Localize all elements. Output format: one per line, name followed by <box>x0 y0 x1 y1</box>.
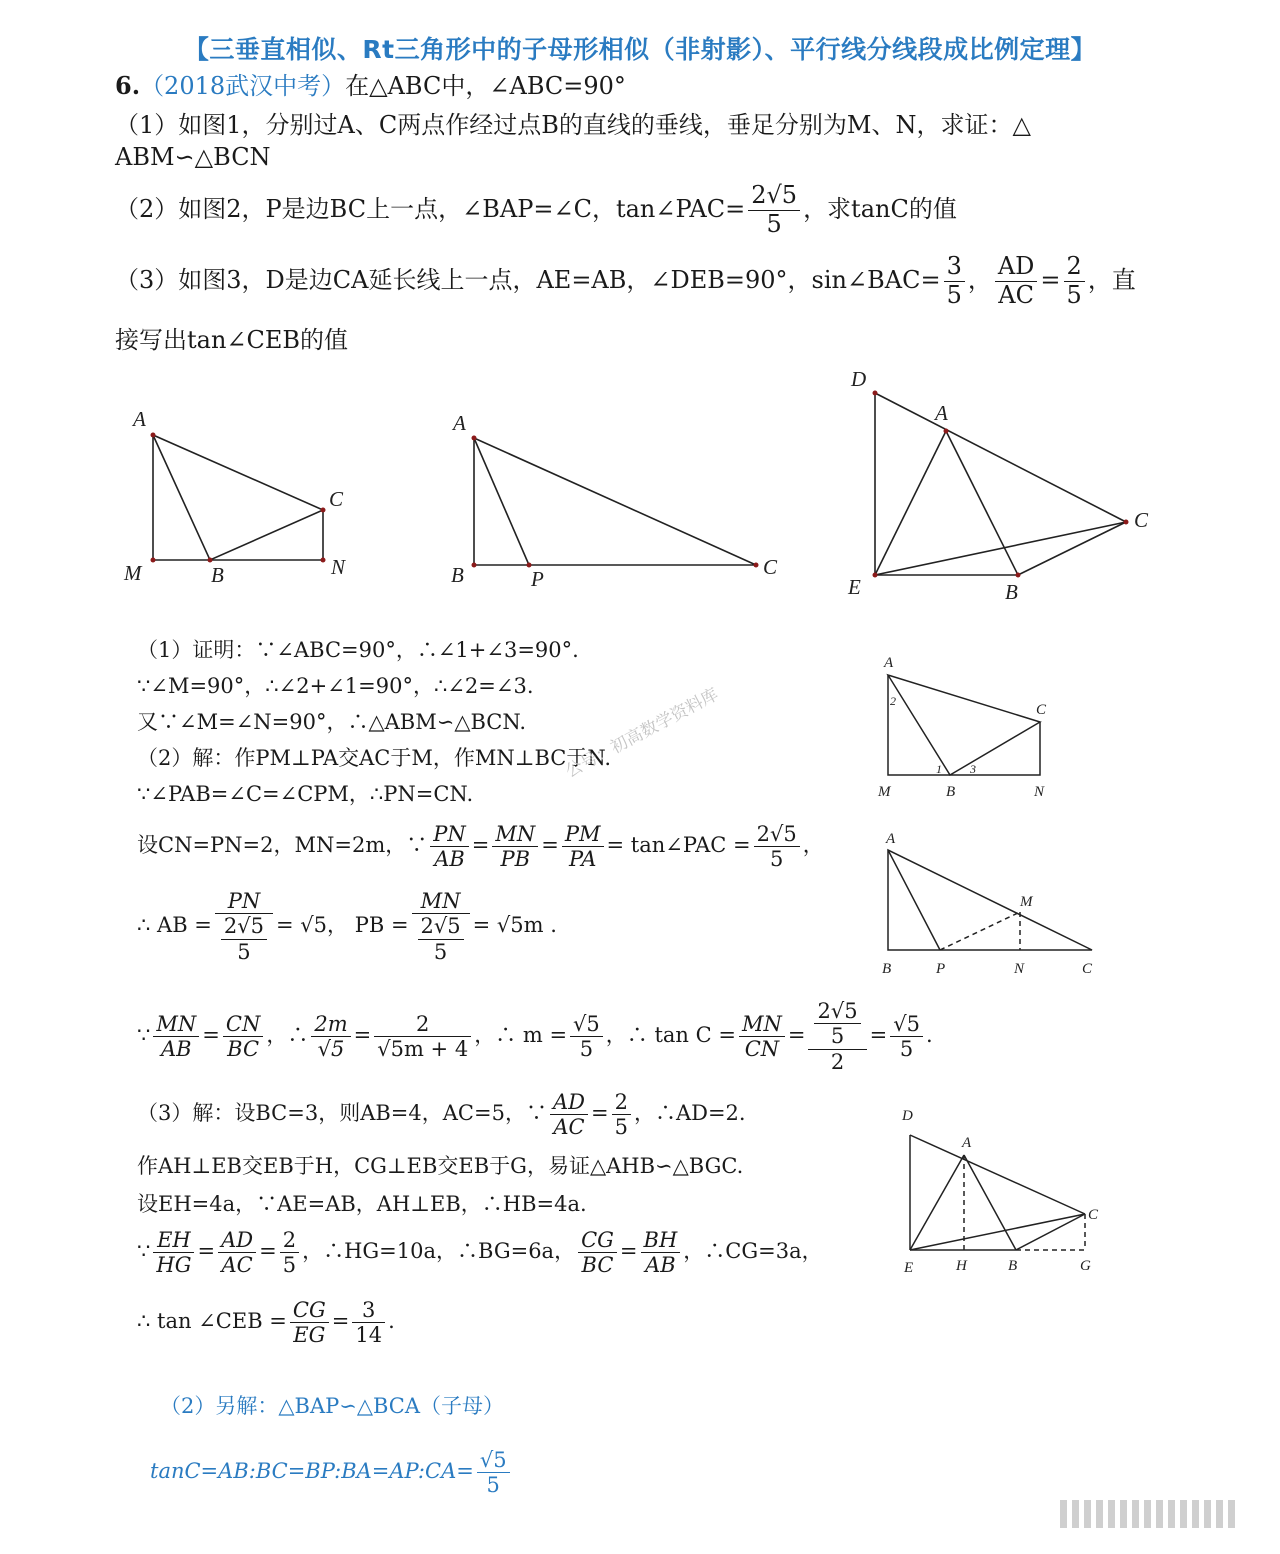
alt2-frac <box>477 1448 510 1497</box>
sfig1-label-c: C <box>1036 702 1047 718</box>
s6-f4-den: 5 <box>769 847 784 871</box>
fig2-label-p: P <box>531 567 544 591</box>
s9-frac-1 <box>550 1090 588 1139</box>
sfig2-label-n: N <box>1014 961 1025 977</box>
alt2-frac-den: 5 <box>486 1473 500 1497</box>
s6-f1-num: PN <box>430 822 469 847</box>
problem-number: 6. <box>115 71 141 100</box>
fig2-label-a: A <box>453 411 466 435</box>
s6-frac-2 <box>492 822 538 871</box>
point-marker <box>1124 520 1129 525</box>
s7-pre: ∴ AB = <box>137 913 212 937</box>
s8-f6-den: CN <box>744 1037 780 1061</box>
fig2-label-b: B <box>451 563 464 587</box>
s8-f1-den: AB <box>161 1037 192 1061</box>
s8-f5-num: √5 <box>570 1012 603 1037</box>
part3-fraction-2 <box>995 253 1038 309</box>
fig3-label-b: B <box>1005 580 1018 604</box>
watermark: 公号：初高数学资料库 <box>562 684 722 783</box>
s7-frac-2 <box>412 889 470 963</box>
s12-f4-num: CG <box>578 1228 617 1253</box>
s13-f1-den: EG <box>293 1323 326 1347</box>
s12-frac-2 <box>218 1228 256 1277</box>
s7-mid: = √5， PB = <box>276 913 409 937</box>
solution-line-12: ∵ $\frac{EH}{HG}$ = $\frac{AD}{AC}$ = $\frac{2}{5}$ ，∴HG=10a，∴BG=6a， $\frac{CG}{BC}$ = $\frac{BH}{AB}$ ，∴CG=3a， <box>137 1227 823 1277</box>
s12-f4-den: BC <box>581 1253 614 1277</box>
s7-f2-inner-den: 5 <box>433 939 448 964</box>
sfig3-label-d: D <box>902 1108 913 1124</box>
s8-c: ，∴ m = <box>474 1023 568 1047</box>
s8-d: ，∴ tan C = <box>605 1023 736 1047</box>
s8-frac-3 <box>311 1012 350 1061</box>
s8-frac-4 <box>374 1012 471 1061</box>
s7-frac-1 <box>215 889 273 963</box>
s12-b: ，∴HG=10a，∴BG=6a， <box>302 1239 576 1263</box>
figure-1 <box>153 435 323 560</box>
point-marker <box>944 429 949 434</box>
s6-f2-num: MN <box>492 822 538 847</box>
alt2-pre: tanC=AB:BC=BP:BA=AP:CA= <box>150 1459 474 1483</box>
point-marker <box>151 558 156 563</box>
s12-f3-num: 2 <box>280 1228 299 1253</box>
s6-end: ， <box>802 833 824 857</box>
s13-frac-2 <box>352 1298 385 1347</box>
s8-f2-num: CN <box>223 1012 263 1037</box>
fig3-label-d: D <box>851 367 867 391</box>
alt-solution-line-1: （2）另解：△BAP∽△BCA（子母） <box>160 1394 505 1418</box>
s8-f8-num: √5 <box>890 1012 923 1037</box>
part3-mid: ， <box>967 266 992 294</box>
part3-f2-num: AD <box>995 253 1038 282</box>
part2-fraction <box>748 182 800 238</box>
decorative-bars <box>1060 1500 1250 1530</box>
solution-line-13: ∴ tan ∠CEB = $\frac{CG}{EG}$ = $\frac{3}{14}$ . <box>137 1297 395 1347</box>
alt-solution-line-2 <box>150 1440 513 1502</box>
s9-f1-num: AD <box>550 1090 588 1115</box>
page-title: 【三垂直相似、Rt三角形中的子母形相似（非射影）、平行线分线段成比例定理】 <box>183 35 1097 64</box>
point-marker <box>208 558 213 563</box>
point-marker <box>873 391 878 396</box>
s7-f2-num: MN <box>412 889 470 914</box>
s8-f8-den: 5 <box>899 1037 914 1061</box>
fig3-label-c: C <box>1134 508 1149 532</box>
s12-frac-3 <box>280 1228 299 1277</box>
part3-post: ，直 <box>1087 266 1136 294</box>
s12-a: ∵ <box>137 1239 151 1263</box>
sfig1-angle-3: 3 <box>970 762 976 776</box>
s8-f7-den: 2 <box>830 1049 845 1074</box>
s9-post: ，∴AD=2. <box>633 1101 746 1125</box>
s7-f1-num: PN <box>215 889 273 914</box>
solution-line-9: （3）解：设BC=3，则AB=4，AC=5，∵ $\frac{AD}{AC}$ = $\frac{2}{5}$ ，∴AD=2. <box>137 1089 746 1139</box>
fig1-label-n: N <box>331 555 346 579</box>
sfig3-label-e: E <box>904 1260 914 1276</box>
solution-line-3: 又∵∠M=∠N=90°，∴△ABM∽△BCN. <box>137 710 527 734</box>
s6-f2-den: PB <box>500 847 531 871</box>
solution-line-10: 作AH⊥EB交EB于H，CG⊥EB交EB于G，易证△AHB∽△BGC. <box>137 1154 744 1178</box>
part3-f3-num: 2 <box>1064 253 1085 282</box>
s8-frac-5 <box>570 1012 603 1061</box>
s7-f2-inner-num: 2√5 <box>418 914 464 939</box>
s8-a: ∵ <box>137 1023 151 1047</box>
sfig2-label-m: M <box>1020 894 1033 910</box>
part3-f2-den: AC <box>998 281 1034 309</box>
s8-frac-7 <box>808 999 866 1073</box>
s13-pre: ∴ tan ∠CEB = <box>137 1309 287 1333</box>
solution-line-11: 设EH=4a，∵AE=AB，AH⊥EB，∴HB=4a. <box>137 1192 587 1216</box>
s6-f3-num: PM <box>562 822 604 847</box>
part3-f1-num: 3 <box>944 253 965 282</box>
alt2-frac-num: √5 <box>477 1448 510 1473</box>
problem-source: （2018武汉中考） <box>140 72 346 100</box>
solution-figures <box>860 650 1120 1310</box>
fig2-label-c: C <box>763 555 778 579</box>
fig3-label-e: E <box>848 575 861 599</box>
figure-3 <box>875 393 1126 575</box>
s13-f1-num: CG <box>290 1298 329 1323</box>
s8-frac-6 <box>739 1012 785 1061</box>
solution-line-7 <box>137 880 557 970</box>
s7-f1-inner-num: 2√5 <box>221 914 267 939</box>
sfig2-label-b: B <box>882 961 892 977</box>
s8-f7-inner-den: 5 <box>830 1024 845 1049</box>
sfig1-label-n: N <box>1034 784 1045 800</box>
solution-line-1: （1）证明：∵∠ABC=90°，∴∠1+∠3=90°. <box>137 638 579 662</box>
sfig3-label-g: G <box>1080 1258 1091 1274</box>
solution-figure-3 <box>910 1135 1085 1250</box>
s6-frac-3 <box>562 822 604 871</box>
part2-pre: （2）如图2，P是边BC上一点，∠BAP=∠C，tan∠PAC= <box>115 195 746 223</box>
s12-f3-den: 5 <box>282 1253 297 1277</box>
point-marker <box>321 558 326 563</box>
solution-line-6: 设CN=PN=2，MN=2m，∵ $\frac{PN}{AB}$ = $\frac{MN}{PB}$ = $\frac{PM}{PA}$ = tan∠PAC = $\frac{2√5}{5}$ ， <box>137 821 824 871</box>
point-marker <box>873 573 878 578</box>
sfig3-label-h: H <box>956 1258 967 1274</box>
s8-f6-num: MN <box>739 1012 785 1037</box>
s7-end: = √5m . <box>472 913 557 937</box>
s6-f3-den: PA <box>569 847 597 871</box>
fig1-label-b: B <box>211 563 224 587</box>
s13-f2-den: 14 <box>355 1323 383 1347</box>
s12-f5-num: BH <box>641 1228 681 1253</box>
s12-f1-den: HG <box>156 1253 192 1277</box>
s8-f7-inner <box>814 999 860 1048</box>
s8-f5-den: 5 <box>579 1037 594 1061</box>
s8-frac-2 <box>223 1012 263 1061</box>
sfig1-label-a: A <box>884 655 894 671</box>
s8-frac-1 <box>153 1012 199 1061</box>
s12-f2-den: AC <box>221 1253 253 1277</box>
part1-line1: （1）如图1，分别过A、C两点作经过点B的直线的垂线，垂足分别为M、N，求证：△ <box>115 111 1031 139</box>
solution-figure-2 <box>888 850 1092 950</box>
problem-figures <box>0 360 1280 610</box>
figure-2 <box>474 438 756 565</box>
fig1-label-c: C <box>329 487 344 511</box>
s6-tan: = tan∠PAC = <box>606 833 751 857</box>
s7-f1-inner <box>218 914 270 963</box>
s8-f2-den: BC <box>227 1037 260 1061</box>
s7-f1-inner-den: 5 <box>237 939 251 964</box>
solution-line-2: ∵∠M=90°，∴∠2+∠1=90°，∴∠2=∠3. <box>137 674 534 698</box>
problem-stem: 在△ABC中，∠ABC=90° <box>345 72 626 100</box>
s6-f4-num: 2√5 <box>754 822 800 847</box>
s8-f7-inner-num: 2√5 <box>814 999 860 1024</box>
s12-c: ，∴CG=3a， <box>683 1239 823 1263</box>
s7-f2-inner <box>415 914 467 963</box>
point-marker <box>754 563 759 568</box>
solution-line-4: （2）解：作PM⊥PA交AC于M，作MN⊥BC于N. <box>137 746 612 770</box>
s12-f5-den: AB <box>645 1253 676 1277</box>
s12-frac-4 <box>578 1228 617 1277</box>
s12-frac-5 <box>641 1228 681 1277</box>
s6-frac-1 <box>430 822 469 871</box>
part3-fraction-3 <box>1064 253 1085 309</box>
s6-frac-4 <box>754 822 800 871</box>
part3-line <box>115 250 1136 310</box>
sfig2-label-c: C <box>1082 961 1093 977</box>
sfig3-label-a: A <box>962 1135 972 1151</box>
problem-stem-line <box>115 66 626 101</box>
part3-fraction-1 <box>944 253 965 309</box>
part2-post: ，求tanC的值 <box>803 195 957 223</box>
part2-frac-den: 5 <box>766 210 782 238</box>
part2-frac-num: 2√5 <box>748 182 800 211</box>
part1-line2: ABM∽△BCN <box>115 143 271 171</box>
point-marker <box>472 563 477 568</box>
sfig3-label-b: B <box>1008 1258 1018 1274</box>
solution-line-8: ∵ $\frac{MN}{AB}$ = $\frac{CN}{BC}$ ，∴ $\frac{2m}{√5}$ = $\frac{2}{√5m + 4}$ ，∴ m = $\frac{√5}{5}$ ，∴ tan C = $\frac{MN}{CN}$ = $\frac{\frac{2√5}{5}}{2}$ = $\frac{√5}{5}$ . <box>137 999 933 1074</box>
fig3-label-a: A <box>935 401 948 425</box>
sfig2-label-p: P <box>936 961 946 977</box>
point-marker <box>472 436 477 441</box>
s12-f2-num: AD <box>218 1228 256 1253</box>
sfig2-label-a: A <box>886 831 896 847</box>
part3-f3-den: 5 <box>1066 281 1082 309</box>
part3-eq: = <box>1040 266 1061 294</box>
part3-pre: （3）如图3，D是边CA延长线上一点，AE=AB，∠DEB=90°，sin∠BAC= <box>115 266 941 294</box>
sfig1-angle-2: 2 <box>890 694 896 708</box>
s13-frac-1 <box>290 1298 329 1347</box>
s8-f4-num: 2 <box>374 1012 471 1037</box>
sfig3-label-c: C <box>1088 1207 1099 1223</box>
s9-pre: （3）解：设BC=3，则AB=4，AC=5，∵ <box>137 1101 547 1125</box>
s6-f1-den: AB <box>434 847 465 871</box>
part2-line <box>115 180 957 239</box>
s9-f2-num: 2 <box>612 1090 631 1115</box>
s8-b: ，∴ <box>266 1023 309 1047</box>
point-marker <box>1016 573 1021 578</box>
s12-frac-1 <box>153 1228 194 1277</box>
solution-figure-1 <box>888 675 1040 775</box>
s8-f1-num: MN <box>153 1012 199 1037</box>
figure-1-points <box>151 433 326 563</box>
sfig1-label-b: B <box>946 784 956 800</box>
part3-line2: 接写出tan∠CEB的值 <box>115 326 349 354</box>
s9-f1-den: AC <box>553 1115 585 1139</box>
sfig1-label-m: M <box>878 784 891 800</box>
fig1-label-a: A <box>133 407 146 431</box>
point-marker <box>321 508 326 513</box>
solution-line-5: ∵∠PAB=∠C=∠CPM，∴PN=CN. <box>137 782 474 806</box>
point-marker <box>151 433 156 438</box>
s6-pre: 设CN=PN=2，MN=2m，∵ <box>137 833 428 857</box>
sfig1-angle-1: 1 <box>936 762 942 776</box>
part3-f1-den: 5 <box>946 281 962 309</box>
s8-f4-den: √5m + 4 <box>377 1037 469 1061</box>
s8-f3-den: √5 <box>317 1037 345 1061</box>
s9-f2-den: 5 <box>614 1115 628 1139</box>
s13-f2-num: 3 <box>352 1298 385 1323</box>
fig1-label-m: M <box>124 561 142 585</box>
s9-frac-2 <box>612 1090 631 1139</box>
s12-f1-num: EH <box>153 1228 194 1253</box>
s8-f3-num: 2m <box>311 1012 350 1037</box>
